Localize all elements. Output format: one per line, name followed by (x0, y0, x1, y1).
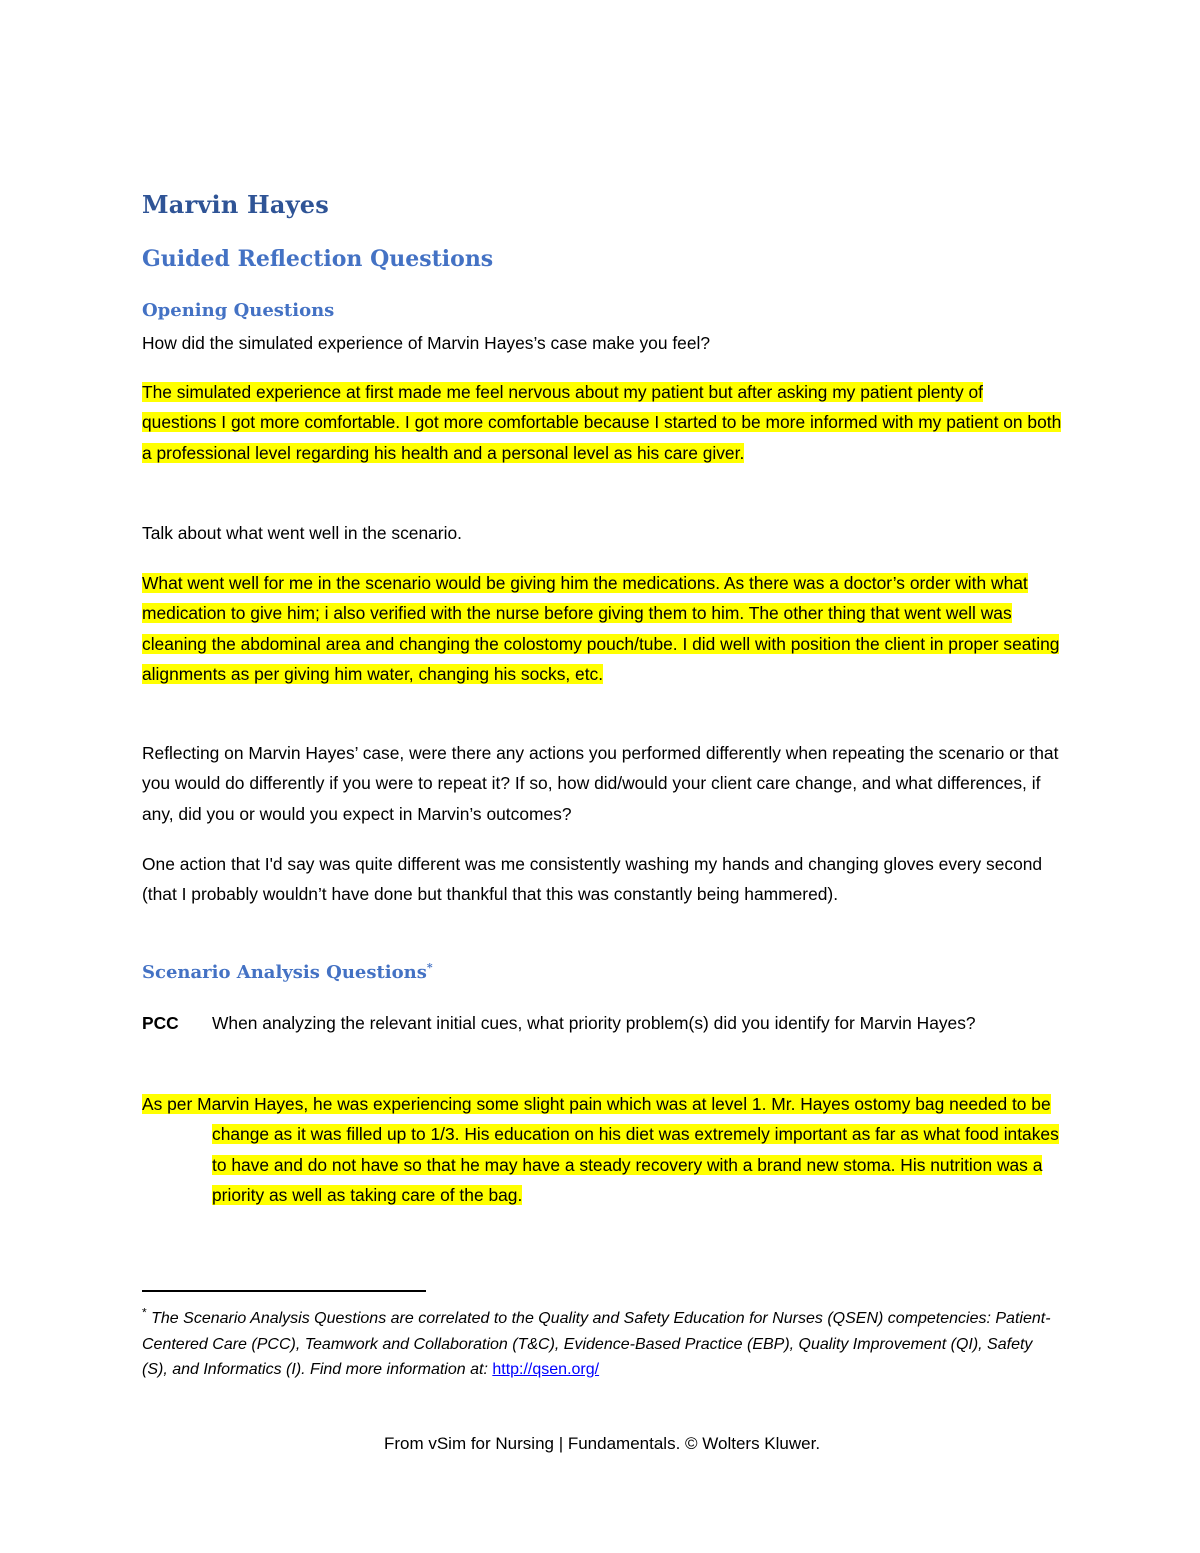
footnote-text: The Scenario Analysis Questions are correlated to the Quality and Safety Education for Nurses (QSEN) competencies: Patient-Centered Care (PCC), Teamwork and Collaboration (T&C), Evidence-Based Practice (EBP), Quality Improvement (QI), Safety (S), and Informatics (I). Find more information at: (142, 1310, 1051, 1378)
question-went-well-text: Talk about what went well in the scenario. (142, 523, 462, 543)
question-feel (142, 328, 1062, 358)
pcc-answer-text: As per Marvin Hayes, he was experiencing some slight pain which was at level 1. Mr. Hayes ostomy bag needed to be change as it was filled up to 1/3. His education on his diet was extremely important as far as what food intakes to have and do not have so that he may have a steady recovery with a brand new stoma. His nutrition was a priority as well as taking care of the bag. (142, 1094, 1059, 1206)
answer-went-well-text: What went well for me in the scenario would be giving him the medications. As there was a doctor’s order with what medication to give him; i also verified with the nurse before giving them to him. The other thing that went well was cleaning the abdominal area and changing the colostomy pouch/tube. I did well with position the client in proper seating alignments as per giving him water, changing his socks, etc. (142, 573, 1060, 685)
footnote (142, 1306, 1062, 1383)
answer-reflecting-text: One action that I'd say was quite different was me consistently washing my hands and changing gloves every second (that I probably wouldn’t have done but thankful that this was constantly being hammered). (142, 854, 1043, 905)
pcc-question: When analyzing the relevant initial cues, what priority problem(s) did you identify for Marvin Hayes? (212, 1013, 976, 1033)
page-footer: From vSim for Nursing | Fundamentals. © Wolters Kluwer. (383, 1434, 821, 1453)
document-page (142, 0, 1062, 1553)
scenario-analysis-heading (142, 962, 433, 983)
answer-reflecting (142, 849, 1062, 910)
document-subtitle: Guided Reflection Questions (142, 246, 494, 272)
footnote-reference[interactable]: * (426, 961, 433, 974)
footnote-marker: * (142, 1305, 147, 1320)
question-reflecting-text: Reflecting on Marvin Hayes’ case, were there any actions you performed differently when repeating the scenario or that you would do differently if you were to repeat it? If so, how did/would your client care change, and what differences, if any, did you or would you expect in Marvin’s outcomes? (142, 743, 1059, 824)
answer-feel-text: The simulated experience at first made me feel nervous about my patient but after asking my patient plenty of questions I got more comfortable. I got more comfortable because I started to be more informed with my patient on both a professional level regarding his health and a personal level as his care giver. (142, 382, 1062, 463)
pcc-label: PCC (142, 1013, 179, 1033)
footnote-separator (142, 1290, 426, 1292)
document-title: Marvin Hayes (142, 190, 329, 219)
question-reflecting (142, 738, 1062, 829)
qsen-link[interactable]: http://qsen.org/ (492, 1361, 600, 1378)
question-feel-text: How did the simulated experience of Marvin Hayes’s case make you feel? (142, 333, 711, 353)
answer-went-well (142, 568, 1062, 690)
question-went-well (142, 518, 1062, 548)
scenario-analysis-heading-text: Scenario Analysis Questions (142, 962, 427, 983)
opening-questions-heading: Opening Questions (142, 300, 335, 321)
pcc-answer (142, 1089, 1062, 1211)
answer-feel (142, 377, 1062, 468)
